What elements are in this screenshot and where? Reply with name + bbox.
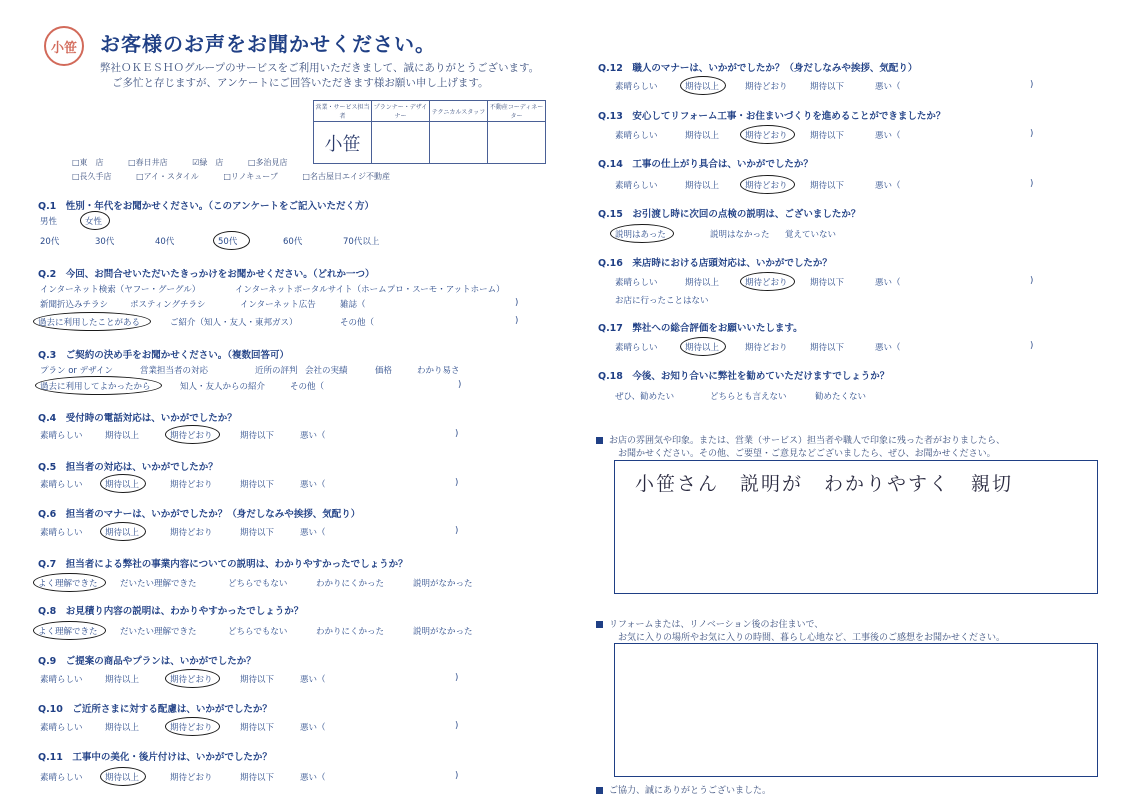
answer-option[interactable]: 説明はあった: [615, 230, 666, 240]
store-option[interactable]: □多治見店: [247, 158, 288, 167]
answer-option[interactable]: 期待以上: [685, 343, 720, 353]
selected-answer-circle: [100, 767, 146, 786]
answer-bracket-close: ): [455, 526, 459, 536]
answer-option[interactable]: 期待以下: [240, 480, 275, 490]
answer-option[interactable]: 雑誌（: [340, 300, 366, 310]
answer-option[interactable]: 30代: [95, 237, 115, 247]
selected-answer-circle: [680, 337, 726, 356]
answer-option[interactable]: 期待以下: [810, 278, 845, 288]
answer-option[interactable]: 期待以上: [105, 773, 140, 783]
answer-option[interactable]: 期待以下: [810, 131, 845, 141]
answer-option[interactable]: 悪い（: [300, 528, 326, 538]
selected-answer-circle: [740, 125, 795, 144]
question-label-q10: Q.10 ご近所さまに対する配慮は、いかがでしたか？: [38, 704, 272, 715]
seal-stamp: [44, 26, 84, 66]
answer-option[interactable]: 期待どおり: [170, 480, 213, 490]
answer-option[interactable]: 男性: [40, 217, 58, 227]
answer-option[interactable]: 40代: [155, 237, 175, 247]
answer-option[interactable]: 素晴らしい: [40, 723, 83, 733]
answer-option[interactable]: 期待どおり: [170, 723, 213, 733]
answer-option[interactable]: 新聞折込みチラシ: [40, 300, 109, 310]
answer-option[interactable]: 悪い（: [300, 773, 326, 783]
answer-option[interactable]: 期待以下: [810, 181, 845, 191]
answer-option[interactable]: インターネット広告: [240, 300, 316, 310]
selected-answer-circle: [740, 272, 795, 291]
answer-bracket-close: ): [1030, 179, 1034, 189]
answer-option[interactable]: 過去に利用してよかったから: [40, 382, 151, 392]
handwritten-comment: 小笹さん 説明が わかりやすく 親切: [635, 473, 1014, 495]
staff-table: [313, 100, 546, 164]
store-option[interactable]: □東 店: [72, 158, 104, 167]
answer-option[interactable]: 期待以上: [105, 480, 140, 490]
answer-option[interactable]: 説明がなかった: [413, 627, 473, 637]
staff-header-sales: 営業・サービス担当者: [314, 101, 372, 122]
question-label-q4: Q.4 受付時の電話対応は、いかがでしたか？: [38, 413, 237, 424]
selected-answer-circle: [100, 522, 146, 541]
answer-option[interactable]: 20代: [40, 237, 60, 247]
answer-option[interactable]: 説明はなかった: [710, 230, 770, 240]
answer-option[interactable]: 素晴らしい: [40, 773, 83, 783]
question-label-q15: Q.15 お引渡し時に次回の点検の説明は、ございましたか？: [598, 209, 861, 220]
question-label-q17: Q.17 弊社への総合評価をお願いいたします。: [598, 323, 803, 334]
question-label-q13: Q.13 安心してリフォーム工事・お住まいづくりを進めることができましたか？: [598, 111, 946, 122]
answer-option[interactable]: 期待以下: [240, 528, 275, 538]
answer-option[interactable]: 期待どおり: [745, 131, 788, 141]
answer-option[interactable]: 素晴らしい: [40, 675, 83, 685]
answer-option[interactable]: 期待以下: [240, 675, 275, 685]
answer-option[interactable]: 期待以下: [240, 431, 275, 441]
answer-option[interactable]: 期待どおり: [745, 181, 788, 191]
answer-bracket-close: ): [515, 298, 519, 308]
selected-answer-circle: [165, 717, 220, 736]
staff-value-sales[interactable]: 小笹: [314, 122, 372, 164]
answer-bracket-close: ): [1030, 341, 1034, 351]
answer-option[interactable]: 期待どおり: [170, 675, 213, 685]
question-label-q7: Q.7 担当者による弊社の事業内容についての説明は、わかりやすかったでしょうか？: [38, 559, 408, 570]
answer-bracket-close: ): [455, 478, 459, 488]
answer-option[interactable]: 期待どおり: [170, 528, 213, 538]
question-label-q1: Q.1 性別・年代をお聞かせください。（このアンケートをご記入いただく方）: [38, 201, 374, 212]
answer-option[interactable]: 期待以上: [105, 723, 140, 733]
store-option[interactable]: □春日井店: [128, 158, 168, 167]
selected-answer-circle: [610, 224, 674, 243]
question-label-q11: Q.11 工事中の美化・後片付けは、いかがでしたか？: [38, 752, 272, 763]
answer-option[interactable]: 悪い（: [875, 181, 901, 191]
answer-option[interactable]: その他（: [290, 382, 325, 392]
comment-box-2[interactable]: [614, 643, 1098, 777]
answer-option[interactable]: 素晴らしい: [615, 343, 658, 353]
answer-option[interactable]: 価格: [375, 366, 393, 376]
answer-option[interactable]: ご紹介（知人・友人・東邦ガス）: [170, 318, 298, 328]
staff-header-planner: プランナー・デザイナー: [372, 101, 430, 122]
intro-line-2: ご多忙と存じますが、アンケートにご回答いただきます様お願い申し上げます。: [112, 77, 489, 89]
answer-option[interactable]: よく理解できた: [38, 627, 98, 637]
answer-bracket-close: ): [515, 316, 519, 326]
comment-section-2-text-2: お気に入りの場所やお気に入りの時間、暮らし心地など、工事後のご感想をお聞かせください。: [618, 633, 1006, 643]
seal-stamp-text: 小笹: [50, 40, 77, 56]
answer-bracket-close: ): [458, 380, 462, 390]
store-option[interactable]: □名古屋日エイジ不動産: [302, 172, 390, 181]
answer-option[interactable]: よく理解できた: [38, 579, 98, 589]
answer-option[interactable]: どちらでもない: [228, 579, 288, 589]
answer-option[interactable]: 勧めたくない: [815, 392, 867, 402]
selected-answer-circle: [35, 376, 162, 395]
answer-option[interactable]: 素晴らしい: [615, 82, 658, 92]
question-label-q2: Q.2 今回、お問合せいただいたきっかけをお聞かせください。（どれか一つ）: [38, 269, 375, 280]
store-row-2: [72, 171, 412, 182]
selected-answer-circle: [213, 231, 250, 250]
answer-option[interactable]: 過去に利用したことがある: [38, 318, 141, 328]
answer-option[interactable]: プラン or デザイン: [40, 366, 114, 376]
answer-bracket-close: ): [455, 429, 459, 439]
comment-section-2-line-1: [596, 617, 823, 630]
comment-section-1-line-1: [596, 433, 1005, 446]
answer-option[interactable]: 悪い（: [875, 343, 901, 353]
answer-option[interactable]: 期待以上: [685, 181, 720, 191]
staff-header-technical: テクニカルスタッフ: [430, 101, 488, 122]
answer-option[interactable]: どちらでもない: [228, 627, 288, 637]
question-label-q18: Q.18 今後、お知り合いに弊社を勧めていただけますでしょうか？: [598, 371, 890, 382]
answer-option[interactable]: 素晴らしい: [40, 431, 83, 441]
answer-option[interactable]: 期待以下: [240, 773, 275, 783]
selected-answer-circle: [33, 621, 106, 640]
answer-bracket-close: ): [1030, 80, 1034, 90]
question-label-q8: Q.8 お見積り内容の説明は、わかりやすかったでしょうか？: [38, 606, 304, 617]
selected-answer-circle: [33, 312, 151, 331]
answer-bracket-close: ): [1030, 129, 1034, 139]
answer-option[interactable]: 50代: [218, 237, 238, 247]
store-option[interactable]: □長久手店: [72, 172, 112, 181]
answer-option[interactable]: 悪い（: [300, 480, 326, 490]
answer-option[interactable]: わかりにくかった: [316, 579, 385, 589]
comment-section-1-text-2: お聞かせください。その他、ご要望・ご意見などございましたら、ぜひ、お聞かせください。: [618, 449, 996, 459]
selected-answer-circle: [680, 76, 726, 95]
answer-option[interactable]: 期待どおり: [745, 343, 788, 353]
answer-option[interactable]: 60代: [283, 237, 303, 247]
selected-answer-circle: [165, 425, 220, 444]
selected-answer-circle: [80, 211, 110, 230]
store-option[interactable]: ☑緑 店: [192, 158, 224, 167]
store-row-1: [72, 157, 310, 168]
store-option[interactable]: □リノキューブ: [223, 172, 278, 181]
page-title: お客様のお声をお聞かせください。: [100, 32, 436, 56]
answer-option[interactable]: 期待以下: [810, 343, 845, 353]
answer-option[interactable]: 期待以上: [685, 278, 720, 288]
answer-option[interactable]: インターネットポータルサイト（ホームプロ・スーモ・アットホーム）: [235, 285, 505, 295]
store-option[interactable]: □アイ・スタイル: [136, 172, 199, 181]
thanks-text: ご協力、誠にありがとうございました。: [609, 786, 772, 796]
answer-option[interactable]: 期待以上: [105, 675, 140, 685]
answer-option[interactable]: 期待どおり: [170, 431, 213, 441]
answer-option[interactable]: 近所の評判: [255, 366, 298, 376]
answer-option[interactable]: 期待どおり: [170, 773, 213, 783]
answer-option[interactable]: 女性: [85, 217, 103, 227]
question-label-q5: Q.5 担当者の対応は、いかがでしたか？: [38, 462, 218, 473]
question-label-q12: Q.12 職人のマナーは、いかがでしたか？（身だしなみや挨拶、気配り）: [598, 63, 918, 74]
answer-option[interactable]: 覚えていない: [785, 230, 837, 240]
answer-option[interactable]: インターネット検索（ヤフー・グーグル）: [40, 285, 201, 295]
answer-bracket-close: ): [1030, 276, 1034, 286]
selected-answer-circle: [165, 669, 220, 688]
answer-option[interactable]: 素晴らしい: [615, 131, 658, 141]
answer-option[interactable]: 知人・友人からの紹介: [180, 382, 266, 392]
answer-option[interactable]: 期待以上: [105, 431, 140, 441]
answer-bracket-close: ): [455, 771, 459, 781]
comment-box-1[interactable]: [614, 460, 1098, 594]
answer-option[interactable]: 素晴らしい: [615, 181, 658, 191]
question-label-q3: Q.3 ご契約の決め手をお聞かせください。（複数回答可）: [38, 350, 290, 361]
answer-option[interactable]: 期待どおり: [745, 278, 788, 288]
question-label-q14: Q.14 工事の仕上がり具合は、いかがでしたか？: [598, 159, 813, 170]
answer-option[interactable]: 説明がなかった: [413, 579, 473, 589]
answer-bracket-close: ): [455, 721, 459, 731]
answer-option[interactable]: ポスティングチラシ: [130, 300, 206, 310]
question-label-q6: Q.6 担当者のマナーは、いかがでしたか？（身だしなみや挨拶、気配り）: [38, 509, 361, 520]
answer-option[interactable]: 期待以上: [105, 528, 140, 538]
answer-option[interactable]: 期待以上: [685, 82, 720, 92]
answer-option[interactable]: だいたい理解できた: [120, 579, 197, 589]
answer-option[interactable]: 悪い（: [875, 131, 901, 141]
thanks-line: [596, 783, 771, 796]
answer-option[interactable]: どちらとも言えない: [710, 392, 787, 402]
answer-option[interactable]: 悪い（: [300, 723, 326, 733]
answer-option[interactable]: わかり易さ: [417, 366, 460, 376]
answer-option[interactable]: その他（: [340, 318, 375, 328]
answer-option[interactable]: 期待以上: [685, 131, 720, 141]
answer-option[interactable]: 素晴らしい: [40, 480, 83, 490]
answer-option[interactable]: 悪い（: [300, 675, 326, 685]
question-label-q9: Q.9 ご提案の商品やプランは、いかがでしたか？: [38, 656, 256, 667]
intro-line-1: 弊社ＯＫＥＳＨＯグループのサービスをご利用いただきまして、誠にありがとうございます。: [100, 62, 540, 74]
answer-option[interactable]: 会社の実績: [305, 366, 348, 376]
answer-option[interactable]: 悪い（: [300, 431, 326, 441]
answer-option[interactable]: お店に行ったことはない: [615, 296, 709, 306]
answer-option[interactable]: 悪い（: [875, 278, 901, 288]
comment-section-2-text-1: リフォームまたは、リノベーション後のお住まいで、: [609, 620, 824, 630]
answer-option[interactable]: 期待以下: [810, 82, 845, 92]
answer-option[interactable]: 期待どおり: [745, 82, 788, 92]
answer-option[interactable]: 素晴らしい: [615, 278, 658, 288]
answer-option[interactable]: 営業担当者の対応: [140, 366, 209, 376]
answer-option[interactable]: 70代以上: [343, 237, 380, 247]
selected-answer-circle: [100, 474, 146, 493]
staff-value-technical[interactable]: [430, 122, 488, 164]
bullet-square-icon: [596, 621, 603, 628]
staff-header-realestate: 不動産コーディネーター: [488, 101, 546, 122]
question-label-q16: Q.16 来店時における店頭対応は、いかがでしたか？: [598, 258, 832, 269]
selected-answer-circle: [33, 573, 106, 592]
answer-bracket-close: ): [455, 673, 459, 683]
answer-option[interactable]: 悪い（: [875, 82, 901, 92]
answer-option[interactable]: 素晴らしい: [40, 528, 83, 538]
bullet-square-icon: [596, 437, 603, 444]
staff-value-realestate[interactable]: [488, 122, 546, 164]
bullet-square-icon: [596, 787, 603, 794]
answer-option[interactable]: だいたい理解できた: [120, 627, 197, 637]
answer-option[interactable]: ぜひ、勧めたい: [615, 392, 675, 402]
selected-answer-circle: [740, 175, 795, 194]
comment-section-1-text-1: お店の雰囲気や印象。または、営業（サービス）担当者や職人で印象に残った者がおりましたら、: [609, 436, 1006, 446]
answer-option[interactable]: 期待以下: [240, 723, 275, 733]
staff-value-planner[interactable]: [372, 122, 430, 164]
answer-option[interactable]: わかりにくかった: [316, 627, 385, 637]
